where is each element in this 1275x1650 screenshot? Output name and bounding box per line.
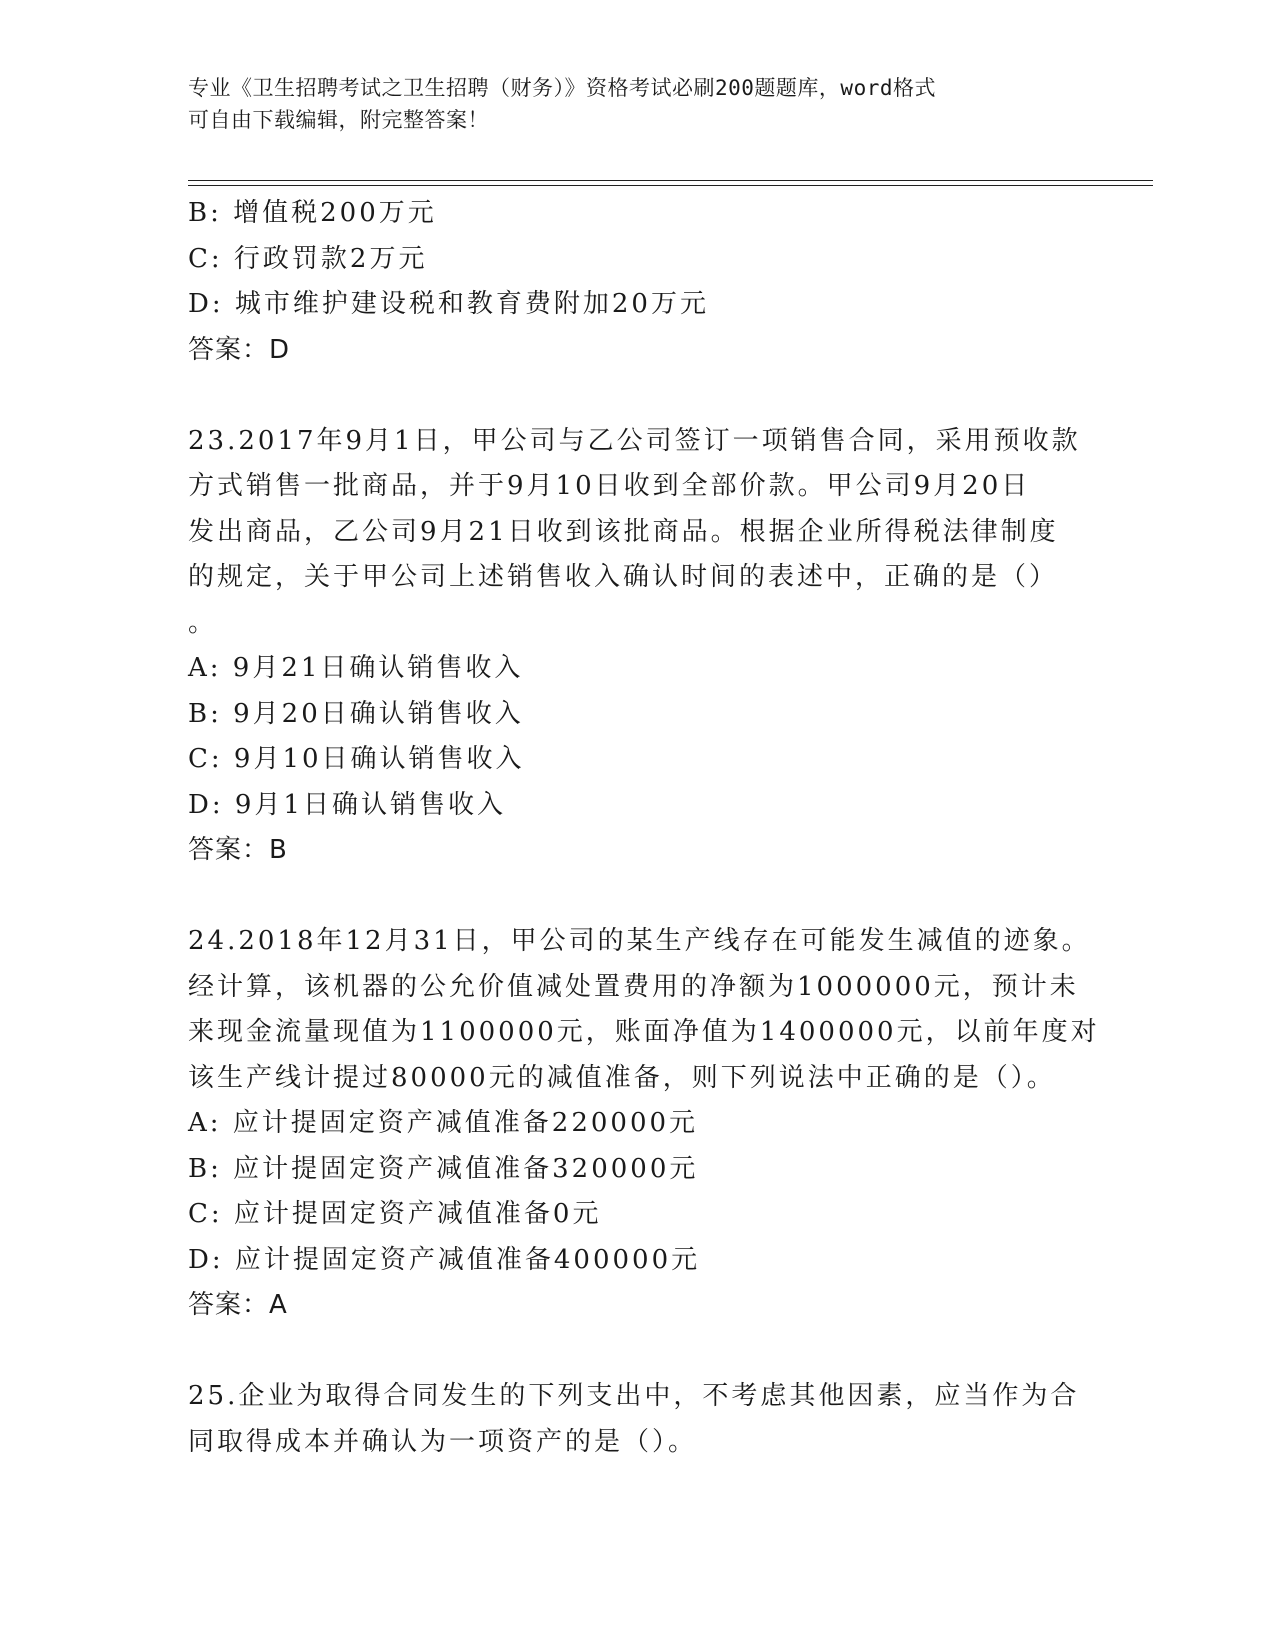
option-b: B: 增值税200万元 — [188, 198, 437, 228]
question-stem-line: 同取得成本并确认为一项资产的是（）。 — [188, 1426, 698, 1457]
question-stem-line: 该生产线计提过80000元的减值准备，则下列说法中正确的是（）。 — [188, 1062, 1056, 1093]
question-content — [188, 191, 1100, 1465]
question-stem-line: 24.2018年12月31日，甲公司的某生产线存在可能发生减值的迹象。 — [188, 926, 1091, 956]
option-c: C: 9月10日确认销售收入 — [188, 744, 525, 774]
page-header — [188, 72, 1068, 136]
question-stem-line: 的规定，关于甲公司上述销售收入确认时间的表述中，正确的是（） — [188, 562, 1059, 592]
option-b: B: 9月20日确认销售收入 — [188, 698, 524, 729]
question-stem-line: 25.企业为取得合同发生的下列支出中，不考虑其他因素，应当作为合 — [188, 1381, 1080, 1411]
option-a: A: 9月21日确认销售收入 — [188, 653, 524, 683]
question-25 — [188, 1374, 1088, 1465]
answer: 答案：D — [188, 334, 291, 365]
question-stem-line: 发出商品，乙公司9月21日收到该批商品。根据企业所得税法律制度 — [188, 516, 1059, 547]
question-stem-line: 经计算，该机器的公允价值减处置费用的净额为1000000元，预计未 — [188, 971, 1079, 1002]
question-stem-line: 方式销售一批商品，并于9月10日收到全部价款。甲公司9月20日 — [188, 471, 1031, 501]
question-22 — [188, 191, 1088, 373]
question-stem-line: 来现金流量现值为1100000元，账面净值为1400000元，以前年度对 — [188, 1017, 1100, 1047]
option-d: D: 城市维护建设税和教育费附加20万元 — [188, 289, 709, 319]
question-stem-line: 23.2017年9月1日，甲公司与乙公司签订一项销售合同，采用预收款 — [188, 425, 1081, 456]
answer: 答案：A — [188, 1290, 288, 1320]
header-line-1: 专业《卫生招聘考试之卫生招聘（财务）》资格考试必刷200题题库，word格式 — [188, 76, 936, 100]
question-23 — [188, 419, 1088, 874]
option-d: D: 9月1日确认销售收入 — [188, 789, 506, 820]
answer: 答案：B — [188, 835, 288, 865]
option-b: B: 应计提固定资产减值准备320000元 — [188, 1153, 699, 1184]
option-d: D: 应计提固定资产减值准备400000元 — [188, 1244, 701, 1275]
header-line-2: 可自由下载编辑，附完整答案！ — [188, 108, 489, 132]
option-c: C: 行政罚款2万元 — [188, 243, 428, 274]
option-a: A: 应计提固定资产减值准备220000元 — [188, 1108, 699, 1138]
question-24 — [188, 919, 1100, 1329]
header-divider-top — [188, 180, 1153, 181]
question-stem-line: 。 — [188, 607, 218, 638]
header-divider-bottom — [188, 185, 1153, 186]
option-c: C: 应计提固定资产减值准备0元 — [188, 1199, 602, 1229]
